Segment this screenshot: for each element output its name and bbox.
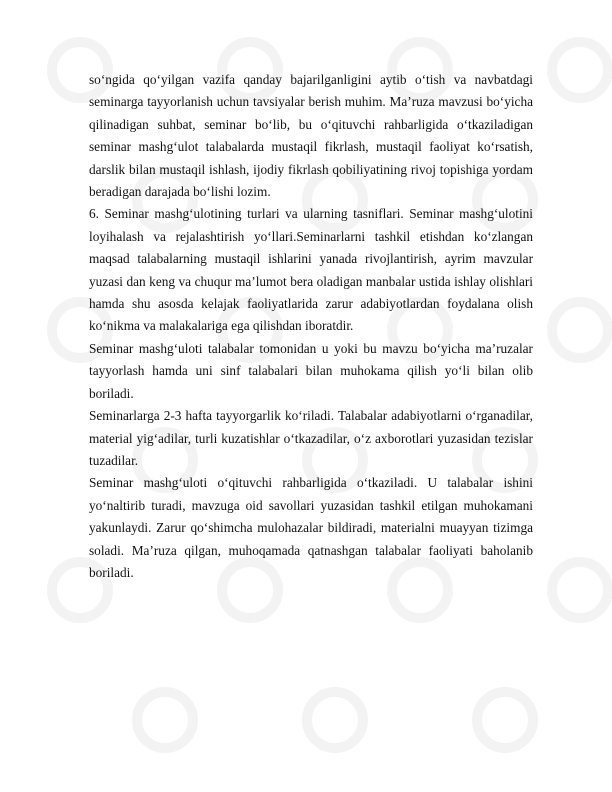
- paragraph-3: Seminar mashg‘uloti talabalar tomonidan u yoki bu mavzu bo‘yicha ma’ruzalar tayyorlash hamda uni sinf talabalari bilan muhokama qilish yo‘li bilan olib boriladi.: [89, 340, 533, 401]
- paragraph-4: Seminarlarga 2-3 hafta tayyorgarlik ko‘riladi. Talabalar adabiyotlarni o‘rganadilar, material yig‘adilar, turli kuzatishlar o‘tkazadilar, o‘z axborotlari yuzasidan tezislar tuzadilar.: [89, 408, 533, 468]
- document-body: [89, 69, 533, 584]
- paragraph-5: Seminar mashg‘uloti o‘qituvchi rahbarligida o‘tkaziladi. U talabalar ishini yo‘naltirib turadi, mavzuga oid savollari yuzasidan tashkil etilgan muhokamani yakunlaydi. Zarur qo‘shimcha mulohazalar bildiradi, materialni muayyan tizimga soladi. Ma’ruza qilgan, muhoqamada qatnashgan talabalar faoliyati baholanib boriladi.: [89, 475, 533, 580]
- paragraph-2: 6. Seminar mashg‘ulotining turlari va ularning tasniflari. Seminar mashg‘ulotini loyihalash va rejalashtirish yo‘llari.Seminarlarni tashkil etishdan ko‘zlangan maqsad talabalarning mustaqil ishlarini yanada rivojlantirish, ayrim mavzular yuzasi dan keng va chuqur ma’lumot bera oladigan manbalar ustida ishlay olishlari hamda shu asosda kelajak faoliyatlarida zarur adabiyotlardan foydalana olish ko‘nikma va malakalariga ega qilishdan iboratdir.: [89, 206, 533, 334]
- paragraph-1: so‘ngida qo‘yilgan vazifa qanday bajarilganligini aytib o‘tish va navbatdagi seminarga tayyorlanish uchun tavsiyalar berish muhim. Ma’ruza mavzusi bo‘yicha qilinadigan suhbat, seminar bo‘lib, bu o‘qituvchi rahbarligida o‘tkaziladigan seminar mashg‘ulot talabalarda mustaqil fikrlash, mustaqil faoliyat ko‘rsatish, darslik bilan mustaqil ishlash, ijodiy fikrlash qobiliyatining rivoj topishiga yordam beradigan darajada bo‘lishi lozim.: [89, 72, 533, 200]
